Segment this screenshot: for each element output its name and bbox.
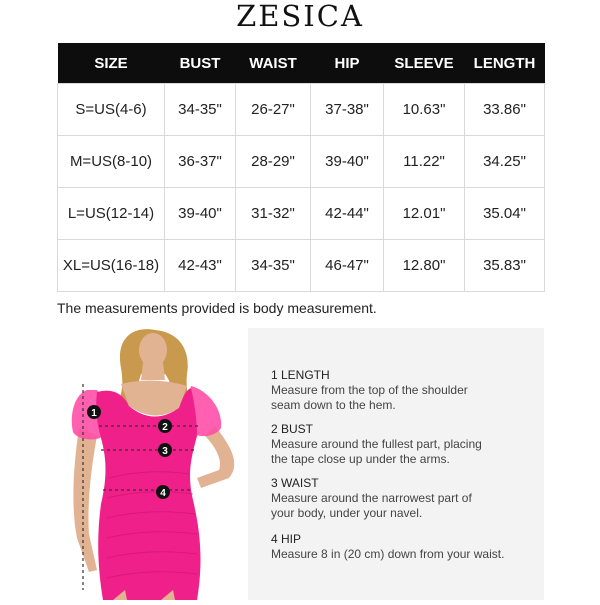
model-left-arm xyxy=(73,428,97,572)
cell-hip: 46-47" xyxy=(311,240,384,292)
marker-1-label: 1 xyxy=(91,408,97,419)
header-waist: WAIST xyxy=(236,43,311,84)
cell-waist: 28-29" xyxy=(236,136,311,188)
header-sleeve: SLEEVE xyxy=(384,43,465,84)
cell-size: XL=US(16-18) xyxy=(58,240,165,292)
cell-length: 35.04" xyxy=(465,188,545,240)
cell-length: 34.25" xyxy=(465,136,545,188)
marker-2-label: 2 xyxy=(162,422,168,433)
cell-waist: 34-35" xyxy=(236,240,311,292)
table-row xyxy=(58,240,545,292)
cell-bust: 42-43" xyxy=(165,240,236,292)
model-neck xyxy=(141,362,165,380)
instruction-waist xyxy=(271,476,541,521)
cell-length: 33.86" xyxy=(465,84,545,136)
marker-3-label: 3 xyxy=(162,446,168,457)
cell-length: 35.83" xyxy=(465,240,545,292)
cell-hip: 37-38" xyxy=(311,84,384,136)
instruction-title: 4 HIP xyxy=(271,532,302,546)
cell-bust: 34-35" xyxy=(165,84,236,136)
header-hip: HIP xyxy=(311,43,384,84)
header-size: SIZE xyxy=(58,43,165,84)
cell-size: S=US(4-6) xyxy=(58,84,165,136)
marker-3 xyxy=(158,443,172,457)
cell-size: M=US(8-10) xyxy=(58,136,165,188)
cell-sleeve: 11.22" xyxy=(384,136,465,188)
cell-sleeve: 10.63" xyxy=(384,84,465,136)
cell-bust: 36-37" xyxy=(165,136,236,188)
cell-hip: 42-44" xyxy=(311,188,384,240)
instructions-panel xyxy=(248,328,544,600)
measurement-note: The measurements provided is body measurement. xyxy=(57,300,377,316)
marker-4-label: 4 xyxy=(160,488,166,499)
model-dress xyxy=(96,388,200,600)
size-chart-table xyxy=(57,43,545,292)
instruction-text: your body, under your navel. xyxy=(271,506,423,520)
brand-logo: ZESICA xyxy=(236,0,364,33)
instruction-text: Measure around the narrowest part of xyxy=(271,491,472,505)
header-bust: BUST xyxy=(165,43,236,84)
instruction-text: the tape close up under the arms. xyxy=(271,452,450,466)
cell-hip: 39-40" xyxy=(311,136,384,188)
instruction-bust xyxy=(271,422,541,467)
instruction-text: Measure 8 in (20 cm) down from your waist. xyxy=(271,547,505,561)
table-row xyxy=(58,136,545,188)
cell-size: L=US(12-14) xyxy=(58,188,165,240)
cell-sleeve: 12.01" xyxy=(384,188,465,240)
cell-waist: 26-27" xyxy=(236,84,311,136)
table-row xyxy=(58,188,545,240)
marker-4 xyxy=(156,485,170,499)
marker-2 xyxy=(158,419,172,433)
instruction-text: Measure from the top of the shoulder xyxy=(271,383,468,397)
instruction-hip xyxy=(271,532,541,562)
model-face xyxy=(139,333,167,367)
instruction-length xyxy=(271,368,541,413)
model-figure xyxy=(57,328,257,600)
instruction-title: 1 LENGTH xyxy=(271,368,330,382)
table-row xyxy=(58,84,545,136)
header-length: LENGTH xyxy=(465,43,545,84)
marker-1 xyxy=(87,405,101,419)
instruction-text: seam down to the hem. xyxy=(271,398,396,412)
instruction-title: 2 BUST xyxy=(271,422,314,436)
cell-sleeve: 12.80" xyxy=(384,240,465,292)
table-header-row xyxy=(58,43,545,84)
instruction-title: 3 WAIST xyxy=(271,476,319,490)
cell-bust: 39-40" xyxy=(165,188,236,240)
instruction-text: Measure around the fullest part, placing xyxy=(271,437,482,451)
cell-waist: 31-32" xyxy=(236,188,311,240)
